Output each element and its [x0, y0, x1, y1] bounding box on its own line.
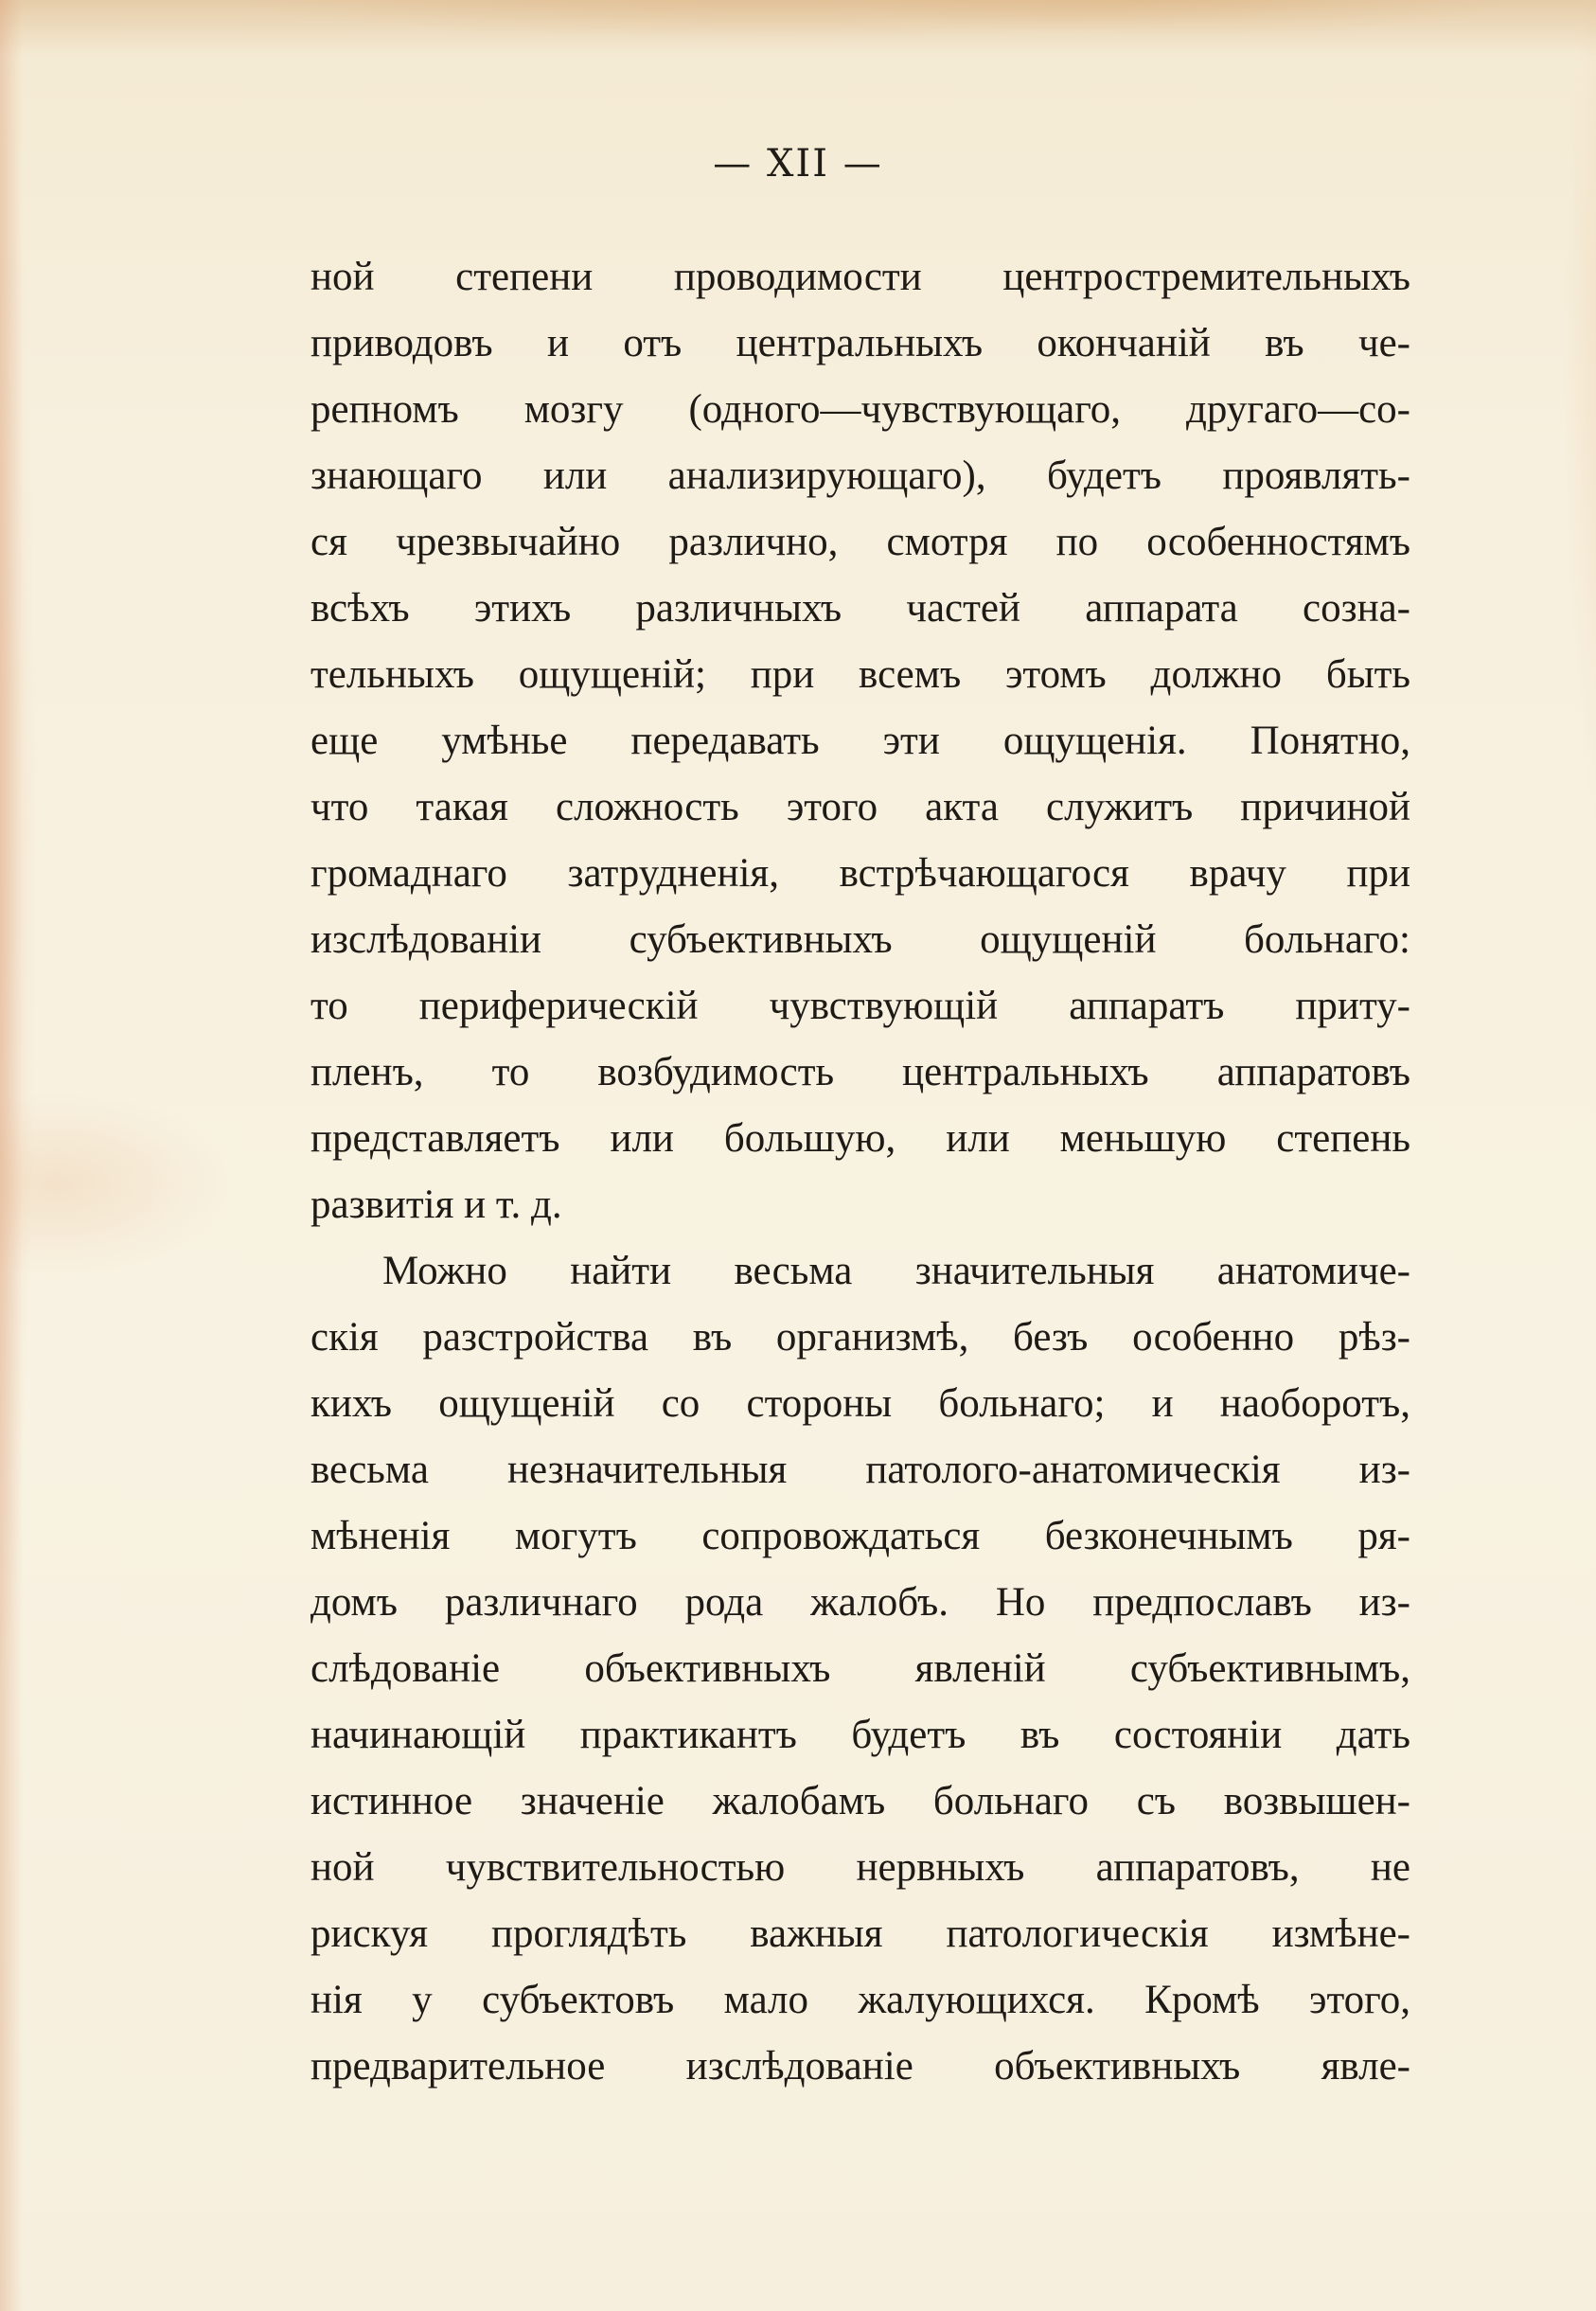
text-line: истинное значеніе жалобамъ больнаго съ возвышен-	[310, 1779, 1410, 1823]
page-body-text	[310, 244, 1410, 2100]
text-line: слѣдованіе объективныхъ явленій субъективнымъ,	[310, 1646, 1410, 1691]
text-line: кихъ ощущеній со стороны больнаго; и наоборотъ,	[310, 1381, 1410, 1426]
text-line: репномъ мозгу (одного—чувствующаго, другаго—со-	[310, 387, 1410, 432]
text-line: знающаго или анализирующаго), будетъ проявлять-	[310, 453, 1410, 498]
text-line: тельныхъ ощущеній; при всемъ этомъ должно быть	[310, 652, 1410, 697]
paper-stain-top	[0, 0, 1596, 57]
page-number: — XII —	[713, 142, 883, 186]
text-line: ной чувствительностью нервныхъ аппаратовъ, не	[310, 1845, 1410, 1890]
text-line: домъ различнаго рода жалобъ. Но предпославъ из-	[310, 1580, 1410, 1625]
text-line: Можно найти весьма значительныя анатомиче-	[382, 1249, 1410, 1293]
text-line: ся чрезвычайно различно, смотря по особенностямъ	[310, 520, 1410, 564]
text-line: развитія и т. д.	[310, 1182, 562, 1227]
paragraph-2	[310, 1238, 1410, 2100]
text-line: начинающій практикантъ будетъ въ состояніи дать	[310, 1713, 1410, 1757]
paragraph-1	[310, 244, 1410, 1238]
text-line: приводовъ и отъ центральныхъ окончаній въ че-	[310, 321, 1410, 365]
text-line: что такая сложность этого акта служитъ причиной	[310, 785, 1410, 829]
text-line: рискуя проглядѣть важныя патологическія измѣне-	[310, 1911, 1410, 1956]
text-line: еще умѣнье передавать эти ощущенія. Понятно,	[310, 719, 1410, 763]
text-line: пленъ, то возбудимость центральныхъ аппаратовъ	[310, 1050, 1410, 1094]
text-line: громаднаго затрудненія, встрѣчающагося врачу при	[310, 851, 1410, 896]
text-line: нія у субъектовъ мало жалующихся. Кромѣ этого,	[310, 1978, 1410, 2022]
text-line: представляетъ или большую, или меньшую степень	[310, 1116, 1410, 1161]
text-line: всѣхъ этихъ различныхъ частей аппарата созна-	[310, 586, 1410, 631]
paper-stain-left	[0, 0, 23, 2311]
text-line: предварительное изслѣдованіе объективныхъ явле-	[310, 2044, 1410, 2089]
text-line: то периферическій чувствующій аппаратъ приту-	[310, 984, 1410, 1028]
text-line: скія разстройства въ организмѣ, безъ особенно рѣз-	[310, 1315, 1410, 1360]
text-line: весьма незначительныя патолого-анатомическія из-	[310, 1448, 1410, 1492]
text-line: мѣненія могутъ сопровождаться безконечнымъ ря-	[310, 1514, 1410, 1558]
text-line: изслѣдованіи субъективныхъ ощущеній больнаго:	[310, 917, 1410, 962]
text-line: ной степени проводимости центростремительныхъ	[310, 255, 1410, 299]
